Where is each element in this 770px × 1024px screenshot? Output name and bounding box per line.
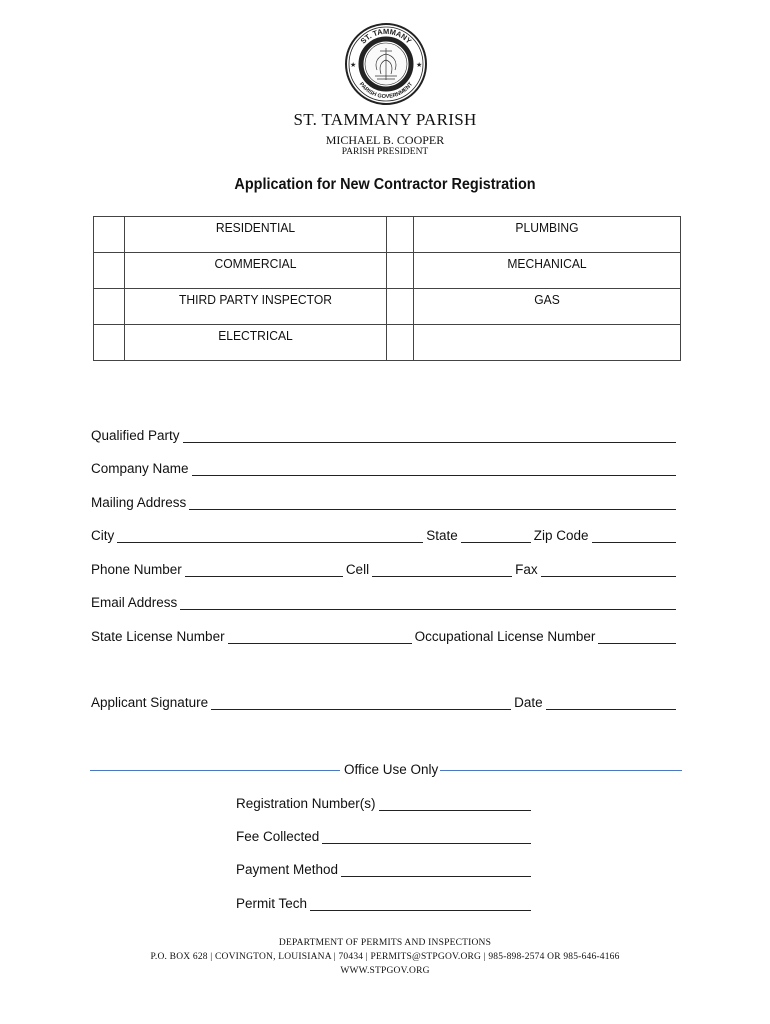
- type-label-plumbing: PLUMBING: [414, 217, 681, 253]
- checkbox-gas[interactable]: [387, 289, 414, 325]
- type-label-gas: GAS: [414, 289, 681, 325]
- footer-address: P.O. BOX 628 | COVINGTON, LOUISIANA | 70434 | PERMITS@STPGOV.ORG | 985-898-2574 OR 985-646-4166: [150, 952, 620, 962]
- occupational-license-number-field[interactable]: [598, 629, 676, 644]
- type-label-mechanical: MECHANICAL: [414, 253, 681, 289]
- phone-row: [91, 562, 679, 577]
- fee-collected-row: [236, 829, 534, 844]
- parish-name: ST. TAMMANY PARISH: [293, 110, 477, 129]
- cell-field[interactable]: [372, 562, 512, 577]
- qualified-party-field[interactable]: [183, 428, 676, 443]
- fax-field[interactable]: [541, 562, 676, 577]
- email-address-field[interactable]: [180, 595, 676, 610]
- checkbox-plumbing[interactable]: [387, 217, 414, 253]
- table-row: [94, 325, 681, 361]
- city-label: City: [91, 528, 115, 543]
- state-license-number-field[interactable]: [228, 629, 412, 644]
- registration-numbers-row: [236, 796, 534, 811]
- state-label: State: [426, 528, 458, 543]
- registration-numbers-label: Registration Number(s): [236, 796, 376, 811]
- checkbox-commercial[interactable]: [94, 253, 125, 289]
- svg-text:ST. TAMMANY: ST. TAMMANY: [358, 26, 414, 46]
- parish-seal-logo: [344, 22, 428, 106]
- payment-method-field[interactable]: [341, 862, 531, 877]
- fax-label: Fax: [515, 562, 538, 577]
- svg-text:★: ★: [416, 62, 423, 69]
- applicant-signature-label: Applicant Signature: [91, 695, 209, 710]
- mailing-address-field[interactable]: [189, 495, 676, 510]
- phone-number-field[interactable]: [185, 562, 343, 577]
- registration-type-table: [93, 216, 681, 361]
- checkbox-residential[interactable]: [94, 217, 125, 253]
- permit-tech-row: [236, 896, 534, 911]
- cell-label: Cell: [345, 562, 370, 577]
- city-field[interactable]: [117, 528, 423, 543]
- type-label-residential: RESIDENTIAL: [125, 217, 387, 253]
- mailing-address-label: Mailing Address: [91, 495, 187, 510]
- qualified-party-label: Qualified Party: [91, 428, 180, 443]
- office-use-heading: Office Use Only: [344, 762, 439, 777]
- email-address-label: Email Address: [91, 595, 178, 610]
- occupational-license-number-label: Occupational License Number: [414, 629, 596, 644]
- type-label-empty: [414, 325, 681, 361]
- svg-text:★: ★: [350, 62, 357, 69]
- mailing-address-row: [91, 495, 679, 510]
- office-divider-right: [430, 770, 682, 771]
- license-row: [91, 629, 679, 644]
- state-field[interactable]: [461, 528, 531, 543]
- table-row: [94, 217, 681, 253]
- company-name-label: Company Name: [91, 461, 189, 476]
- email-row: [91, 595, 679, 610]
- president-title: PARISH PRESIDENT: [341, 147, 429, 157]
- zip-code-label: Zip Code: [533, 528, 589, 543]
- footer-department: DEPARTMENT OF PERMITS AND INSPECTIONS: [278, 938, 492, 948]
- city-state-zip-row: [91, 528, 679, 543]
- state-license-number-label: State License Number: [91, 629, 225, 644]
- fee-collected-label: Fee Collected: [236, 829, 320, 844]
- qualified-party-row: [91, 428, 679, 443]
- date-field[interactable]: [546, 695, 676, 710]
- president-name: MICHAEL B. COOPER: [325, 133, 445, 147]
- zip-code-field[interactable]: [592, 528, 676, 543]
- checkbox-empty[interactable]: [387, 325, 414, 361]
- registration-numbers-field[interactable]: [379, 796, 531, 811]
- table-row: [94, 253, 681, 289]
- company-name-field[interactable]: [192, 461, 676, 476]
- company-name-row: [91, 461, 679, 476]
- type-label-third-party-inspector: THIRD PARTY INSPECTOR: [125, 289, 387, 325]
- permit-tech-label: Permit Tech: [236, 896, 308, 911]
- type-label-electrical: ELECTRICAL: [125, 325, 387, 361]
- date-label: Date: [514, 695, 543, 710]
- footer-website[interactable]: WWW.STPGOV.ORG: [340, 966, 430, 976]
- checkbox-mechanical[interactable]: [387, 253, 414, 289]
- phone-number-label: Phone Number: [91, 562, 182, 577]
- type-label-commercial: COMMERCIAL: [125, 253, 387, 289]
- fee-collected-field[interactable]: [322, 829, 531, 844]
- checkbox-third-party-inspector[interactable]: [94, 289, 125, 325]
- office-divider-left: [90, 770, 340, 771]
- permit-tech-field[interactable]: [310, 896, 531, 911]
- form-title: Application for New Contractor Registration: [234, 176, 536, 193]
- payment-method-row: [236, 862, 534, 877]
- table-row: [94, 289, 681, 325]
- signature-row: [91, 695, 679, 710]
- checkbox-electrical[interactable]: [94, 325, 125, 361]
- svg-text:PARISH GOVERNMENT: PARISH GOVERNMENT: [357, 81, 415, 101]
- payment-method-label: Payment Method: [236, 862, 339, 877]
- applicant-signature-field[interactable]: [211, 695, 511, 710]
